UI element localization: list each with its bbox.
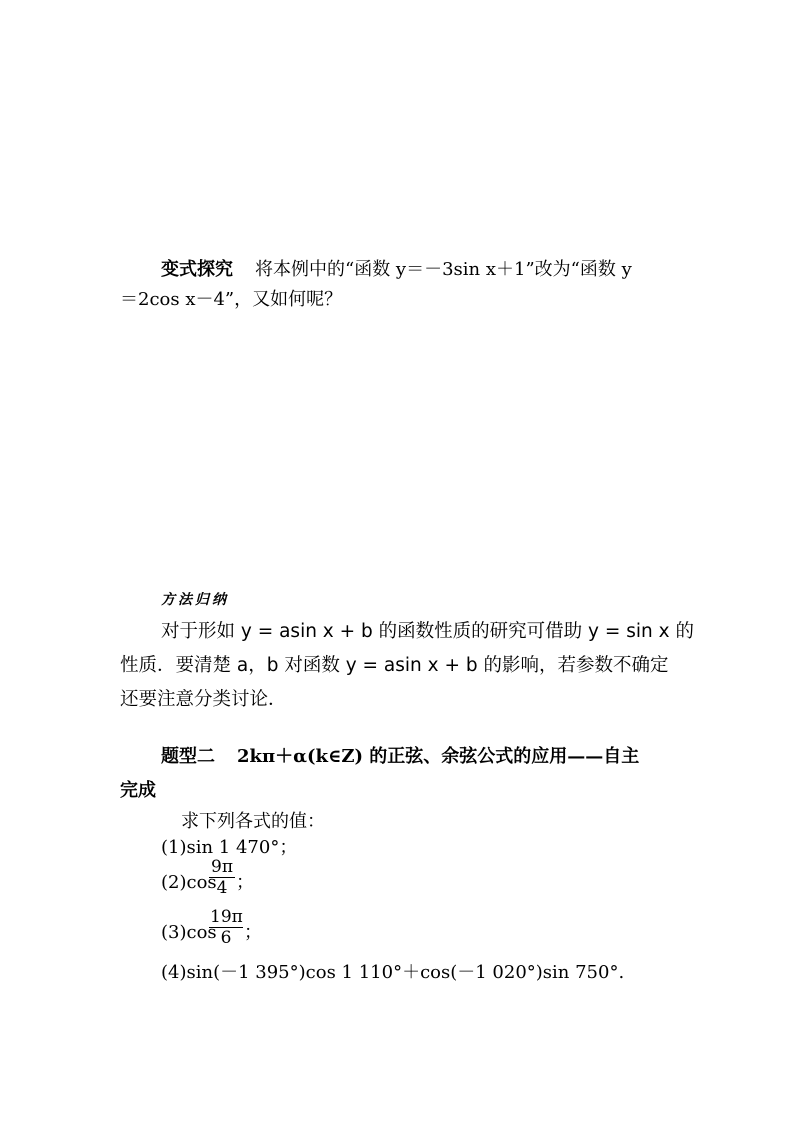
variant-line-2: ＝2cos x－4”，又如何呢？: [120, 289, 343, 310]
method-heading: 方法归纳: [161, 592, 229, 608]
fraction-denominator: 6: [220, 928, 232, 948]
problem-item-2-fraction: [209, 857, 235, 898]
problem-item-3-suffix: ；: [244, 922, 262, 943]
variant-text-1: 将本例中的“函数 y＝－3sin x＋1”改为“函数 y: [255, 259, 632, 280]
method-line-3: 还要注意分类讨论．: [120, 689, 287, 710]
problem-item-2-prefix: (2)cos: [161, 872, 217, 893]
topic-label: 题型二: [161, 746, 215, 767]
variant-line-1: [161, 260, 632, 280]
problem-item-1: (1)sin 1 470°；: [161, 837, 298, 858]
topic-title-line-1: [161, 747, 639, 767]
topic-title-text: 2kπ＋α(k∈Z) 的正弦、余弦公式的应用——自主: [237, 746, 640, 767]
method-line-1: 对于形如 y = asin x + b 的函数性质的研究可借助 y = sin x 的: [161, 621, 694, 642]
fraction-denominator: 4: [216, 878, 228, 898]
problem-prompt: 求下列各式的值：: [181, 811, 325, 832]
problem-item-3-fraction: [209, 907, 243, 948]
problem-item-3-prefix: (3)cos: [161, 922, 217, 943]
variant-label: 变式探究: [161, 259, 233, 280]
problem-item-4: (4)sin(－1 395°)cos 1 110°＋cos(－1 020°)sin 750°.: [161, 962, 625, 983]
topic-title-line-2: 完成: [120, 780, 156, 801]
method-line-2: 性质．要清楚 a，b 对函数 y = asin x + b 的影响，若参数不确定: [120, 655, 669, 676]
problem-item-2-suffix: ；: [236, 872, 254, 893]
fraction-numerator: 19π: [210, 907, 243, 927]
fraction-numerator: 9π: [211, 857, 233, 877]
